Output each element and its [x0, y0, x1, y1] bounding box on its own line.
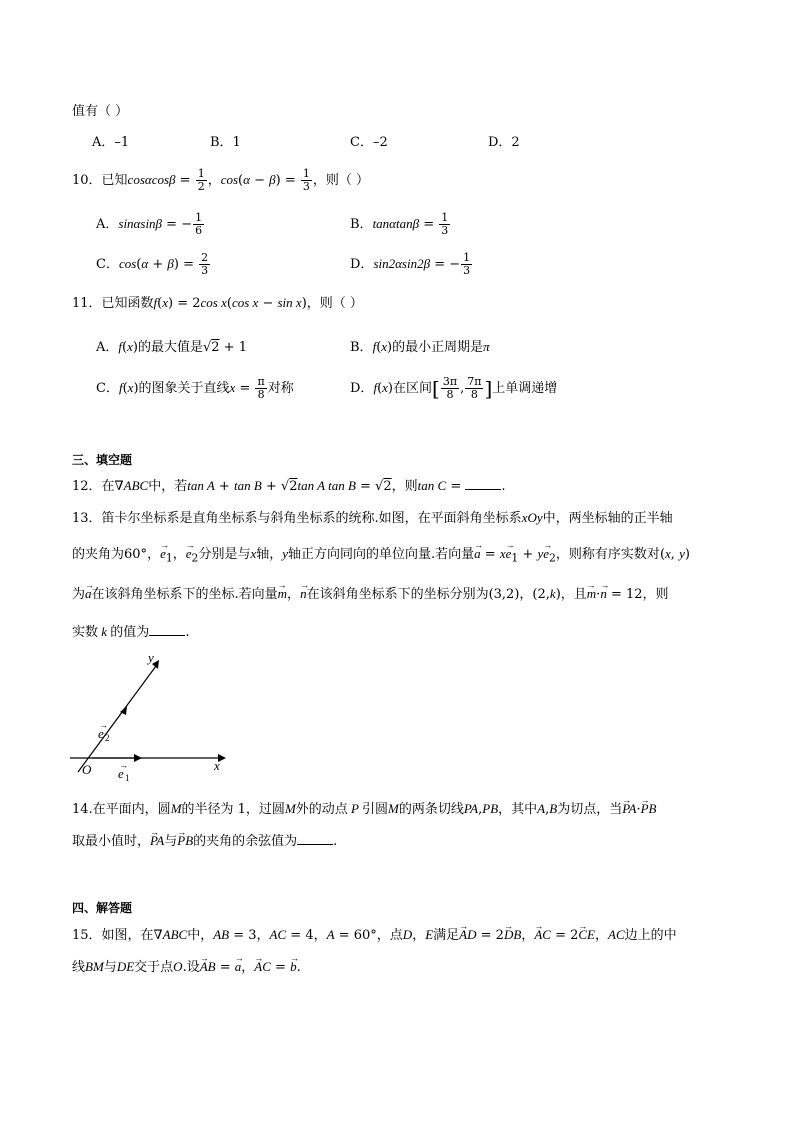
q11-option-b: B．f(x)的最小正周期是π [350, 339, 490, 355]
q9-option-a: A．–1 [92, 135, 130, 150]
q14-line2: 取最小值时，→ PA与→ PB的夹角的余弦值为 . [72, 831, 337, 852]
y-axis [78, 666, 156, 772]
q10-stem: 10．已知cosαcosβ = $\frac{1}{2}$ ，cos(α − β) = $\frac{1}{3}$ ，则（ ） [72, 167, 369, 193]
x-axis-label: x [214, 758, 220, 773]
q9-option-d: D．2 [488, 135, 520, 150]
q13-line1: 13．笛卡尔坐标系是直角坐标系与斜角坐标系的统称.如图，在平面斜角坐标系xOy中，两坐标轴的正半轴 [72, 510, 673, 526]
q10-option-b: B．tanαtanβ = $\frac{1}{3}$ [350, 211, 449, 237]
svg-text:2: 2 [105, 733, 110, 743]
q13-line4: 实数 k 的值为 . [72, 624, 190, 640]
q9-option-c: C．–2 [350, 135, 388, 150]
q12-stem: 12．在∇ABC中，若tan A + tan B + √2tan A tan B = √2，则tan C = . [72, 478, 506, 494]
q11-option-d: D．f(x)在区间[ $\frac{3\pi}{8}$ , $\frac{7\pi}{8}$ ]上单调递增 [350, 375, 558, 401]
q9-stem-tail: 值有（ ） [72, 104, 129, 119]
y-axis-label: y [148, 650, 154, 665]
q10-option-d: D．sin2αsin2β = − $\frac{1}{3}$ [350, 251, 471, 277]
q14-line1: 14.在平面内，圆M的半径为 1，过圆M外的动点 P 引圆M的两条切线PA,PB，其中A,B为切点，当→ PA·→ PB [72, 799, 656, 820]
q10-option-a: A．sinαsinβ = − $\frac{1}{6}$ [96, 211, 203, 237]
q13-line2: 的夹角为60°，→ $e_1$，→ $e_2$分别是与x轴，y轴正方向同向的单位向量.若向量→ $a = x\to e_1 + y\to e_2$，则称有序实数对(x, y) [72, 544, 690, 569]
q13-line3: 为→ a在该斜角坐标系下的坐标.若向量→ m，→ n在该斜角坐标系下的坐标分别为(3,2)，(2,k)，且→ m·→ n = 12，则 [72, 584, 669, 605]
svg-text:1: 1 [125, 773, 130, 783]
oblique-axes-figure [68, 648, 238, 788]
section-heading-fill-in: 三、填空题 [72, 453, 133, 467]
svg-text:→: → [99, 720, 108, 730]
section-heading-answer: 四、解答题 [72, 901, 133, 915]
q9-option-b: B．1 [210, 135, 241, 150]
e2-label: e [98, 726, 104, 741]
q11-option-c: C．f(x)的图象关于直线x = $\frac{\pi}{8}$ 对称 [96, 375, 294, 401]
origin-label: O [82, 762, 92, 777]
q10-option-c: C．cos(α + β) = $\frac{2}{3}$ [96, 251, 209, 277]
q15-line1: 15．如图，在∇ABC中，AB = 3，AC = 4，A = 60°，点D，E满足→ AD = 2→ DB，→ AC = 2→ CE，AC边上的中 [72, 925, 677, 946]
q11-option-a: A．f(x)的最大值是√2 + 1 [96, 339, 247, 355]
q15-line2: 线BM与DE交于点O.设→ AB = → a，→ AC = → b. [72, 957, 301, 978]
e1-label: e [118, 766, 124, 781]
q11-stem: 11．已知函数f(x) = 2cos x(cos x − sin x)，则（ ） [72, 295, 363, 311]
svg-text:→: → [119, 760, 128, 770]
e1-arrow [134, 754, 142, 762]
